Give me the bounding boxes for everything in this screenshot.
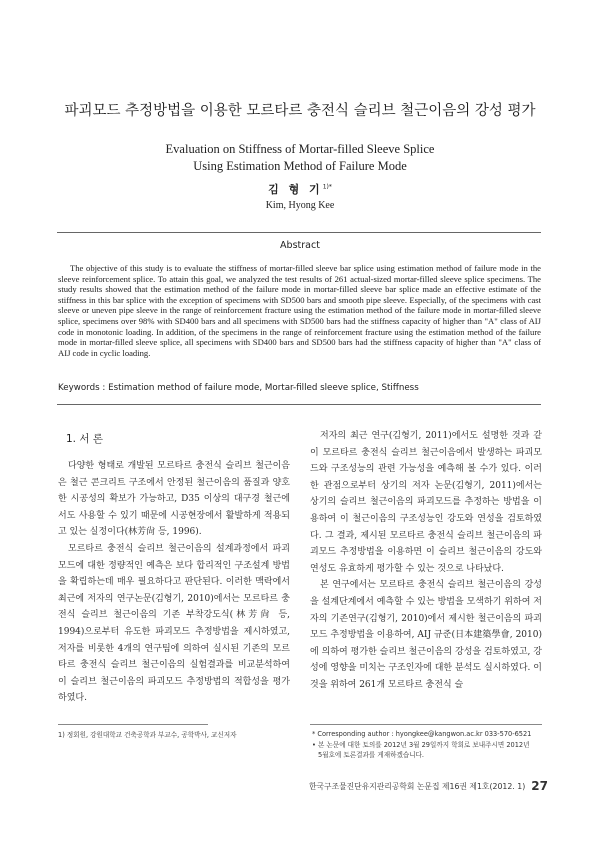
footnote-corresponding <box>312 729 544 761</box>
author-affiliation-mark: 1)* <box>322 183 332 191</box>
body-paragraph: 다양한 형태로 개발된 모르타르 충전식 슬리브 철근이음은 철근 콘크리트 구조에서 안정된 철근이음의 품질과 양호한 시공성의 확보가 가능하고, D35 이상의 대구경 철근에서도 사용할 수 있기 때문에 시공현장에서 활발하게 적용되고 있는 실정이다(林芳尙 등, 1996). <box>58 461 290 538</box>
keywords-separator: : <box>99 383 109 393</box>
author-english: Kim, Hyong Kee <box>265 200 335 211</box>
footnote-rule-left <box>58 724 208 725</box>
footnote-discussion-note-cont: 5월호에 토론결과를 게재하겠습니다. <box>318 751 425 759</box>
footnote-rule-right <box>310 724 542 725</box>
abstract-text: The objective of this study is to evaluate the stiffness of mortar-filled sleeve bar splice using estimation method of failure mode in the sleeve reinforcement splice. To attain this goal, we analyzed the test results of 261 actual-sized mortar-filled sleeve splice specimens. The study results showed that the estimation method of the failure mode in mortar-filled sleeve bar splice made an effective estimate of the stiffness in this bar splice with the exception of specimens with SD500 bars and smooth pipe sleeve. Especially, of the specimens with cast sleeve or uneven pipe sleeve in the range of reinforcement fracture using the estimation method of the failure mode in mortar-filled sleeve splice, specimens over 98% with SD400 bars and all specimens with SD500 bars had the stiffness capacity of higher than "A" class of AIJ code in monotonic loading. In addition, of the specimens in the range of reinforcement fracture using the estimation method of the failure mode in mortar-filled sleeve splice, all specimens with SD400 bars and SD500 bars had the stiffness capacity of higher than "A" class of AIJ code in cyclic loading. <box>58 263 541 358</box>
footnote-affiliation: 1) 정회원, 강원대학교 건축공학과 부교수, 공학박사, 교신저자 <box>58 731 237 739</box>
abstract-top-rule <box>57 232 541 233</box>
footnote-discussion-note: • 본 논문에 대한 토의를 2012년 3월 29일까지 학회로 보내주시면 2012년 <box>312 740 530 749</box>
body-paragraph: 모르타르 충전식 슬리브 철근이음의 설계과정에서 파괴모드에 대한 정량적인 예측은 보다 합리적인 구조설계 방법을 확립하는데 매우 필요하다고 판단된다. 이러한 맥락에서 최근에 저자의 연구논문(김형기, 2010)에서는 모르타르 충전식 슬리브 철근이음의 기존 부착강도식(林芳尙 등, 1994)으로부터 유도한 파괴모드 추정방법을 제시하였고, 저자를 비롯한 4개의 연구팀에 의하여 실시된 기존의 모르타르 충전식 슬리브 철근이음의 실험결과를 비교분석하여 이 슬리브 철근이음의 파괴모드 추정방법의 적합성을 평가하였다. <box>58 543 290 704</box>
author-korean <box>0 181 600 197</box>
page-number: 27 <box>531 779 548 793</box>
section-heading-introduction: 1. 서 론 <box>66 433 103 445</box>
title-en-line-1: Evaluation on Stiffness of Mortar-filled Sleeve Splice <box>165 142 435 156</box>
body-paragraph: 저자의 최근 연구(김형기, 2011)에서도 설명한 것과 같이 모르타르 충전식 슬리브 철근이음에서 발생하는 파괴모드와 구조성능의 관련 가능성을 예측해 볼 수가 있다. 이러한 관점으로부터 상기의 저자 논문(김형기, 2011)에서는 상기의 슬리브 철근이음의 파괴모드를 추정하는 방법을 이용하여 이 철근이음의 구조성능인 강도와 연성을 검토하였다. 그 결과, 제시된 모르타르 충전식 슬리브 철근이음의 파괴모드 추정방법을 이용하면 이 슬리브 철근이음의 강도와 연성도 유효하게 평가할 수 있는 것으로 나타났다. <box>310 431 542 574</box>
footer-journal: 한국구조물진단유지관리공학회 논문집 제16권 제1호(2012. 1) <box>308 782 526 791</box>
keywords-line <box>58 383 541 393</box>
author-name: 김 형 기 <box>268 183 323 196</box>
body-paragraph: 본 연구에서는 모르타르 충전식 슬리브 철근이음의 강성을 설계단계에서 예측할 수 있는 방법을 모색하기 위하여 저자의 기존연구(김형기, 2010)에서 제시한 철근이음의 파괴모드 추정방법을 이용하여, AIJ 규준(日本建築學會, 2010)에 의하여 평가한 슬리브 철근이음의 강성을 검토하였고, 강성에 영향을 미치는 구조인자에 대한 분석도 실시하였다. 이것을 위하여 261개 모르타르 충전식 슬 <box>310 580 542 690</box>
abstract-bottom-rule <box>57 404 541 405</box>
paper-title-english <box>0 141 600 175</box>
page-footer <box>300 779 548 793</box>
abstract-heading: Abstract <box>280 240 320 251</box>
body-column-left <box>58 458 290 707</box>
keywords-label: Keywords <box>58 383 100 393</box>
paper-title-korean: 파괴모드 추정방법을 이용한 모르타르 충전식 슬리브 철근이음의 강성 평가 <box>64 103 536 119</box>
body-column-right <box>310 428 542 694</box>
title-en-line-2: Using Estimation Method of Failure Mode <box>193 159 407 173</box>
keywords-text: Estimation method of failure mode, Mortar-filled sleeve splice, Stiffness <box>108 383 419 393</box>
footnote-corresponding-author: * Corresponding author : hyongkee@kangwon.ac.kr 033-570-6521 <box>312 730 532 738</box>
